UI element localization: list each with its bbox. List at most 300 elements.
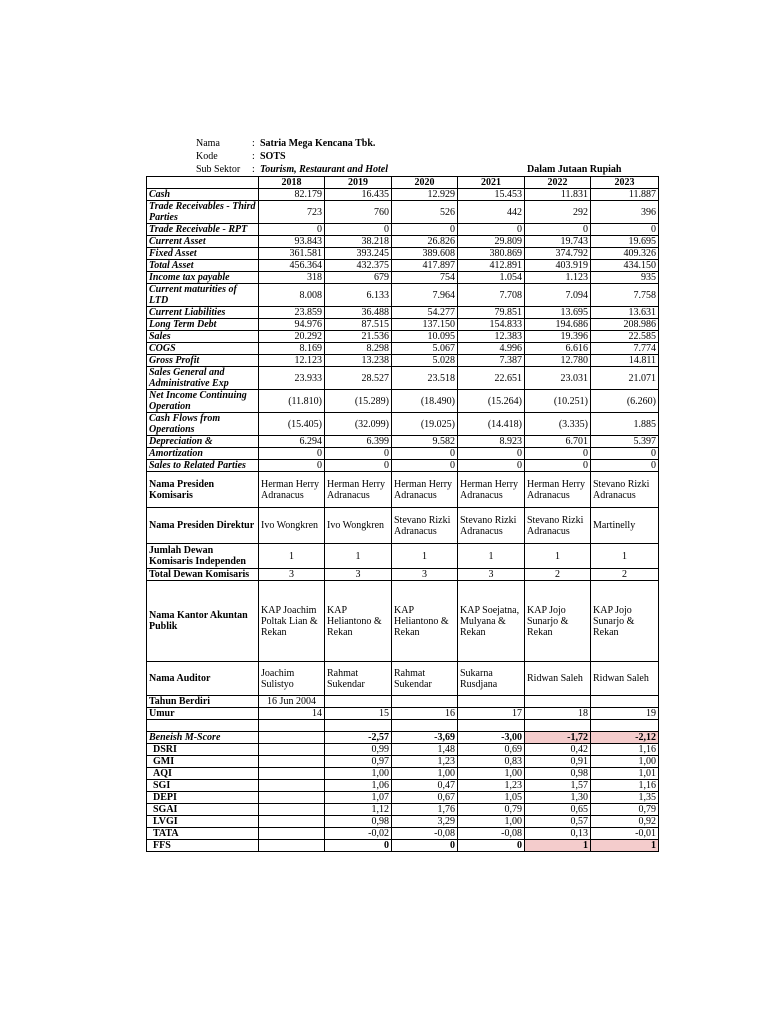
value-cell: KAP Joachim Poltak Lian & Rekan	[259, 581, 325, 662]
value-cell: 15	[325, 708, 392, 720]
value-cell: 1	[525, 544, 591, 569]
value-cell: 7.387	[458, 355, 525, 367]
value-cell: Stevano Rizki Adranacus	[591, 472, 659, 508]
row-label: Depreciation &	[147, 436, 259, 448]
table-row	[147, 569, 659, 581]
component-label: AQI	[147, 768, 259, 780]
value-cell: 1,00	[325, 768, 392, 780]
value-cell: 3	[392, 569, 458, 581]
table-row	[147, 319, 659, 331]
row-label: Sales	[147, 331, 259, 343]
component-label: DEPI	[147, 792, 259, 804]
row-label: Nama Presiden Komisaris	[147, 472, 259, 508]
value-cell: 0	[525, 448, 591, 460]
value-cell: 374.792	[525, 248, 591, 260]
value-cell: 93.843	[259, 236, 325, 248]
row-label: Nama Presiden Direktur	[147, 508, 259, 544]
value-cell: 412.891	[458, 260, 525, 272]
value-cell: 19.743	[525, 236, 591, 248]
table-row	[147, 472, 659, 508]
year-header: 2019	[325, 177, 392, 189]
year-header: 2021	[458, 177, 525, 189]
value-cell: Ivo Wongkren	[259, 508, 325, 544]
value-cell: 154.833	[458, 319, 525, 331]
value-cell: 6.399	[325, 436, 392, 448]
value-cell: 1.054	[458, 272, 525, 284]
value-cell: 79.851	[458, 307, 525, 319]
value-cell: 0	[325, 448, 392, 460]
value-cell	[259, 756, 325, 768]
ffs-value	[259, 840, 325, 852]
value-cell: (15.264)	[458, 390, 525, 413]
value-cell: 0,57	[525, 816, 591, 828]
label-kode: Kode	[196, 151, 218, 162]
value-cell: 432.375	[325, 260, 392, 272]
value-cell: Herman Herry Adranacus	[392, 472, 458, 508]
value-cell: (6.260)	[591, 390, 659, 413]
value-cell: 442	[458, 201, 525, 224]
value-cell: 137.150	[392, 319, 458, 331]
row-label: Sales General and Administrative Exp	[147, 367, 259, 390]
value-cell: 82.179	[259, 189, 325, 201]
value-cell: 0	[392, 448, 458, 460]
empty-cell	[525, 720, 591, 732]
row-label: Tahun Berdiri	[147, 696, 259, 708]
value-cell: 0	[392, 460, 458, 472]
value-cell: KAP Jojo Sunarjo & Rekan	[525, 581, 591, 662]
year-header: 2020	[392, 177, 458, 189]
value-cell: 14	[259, 708, 325, 720]
value-cell: Ridwan Saleh	[591, 662, 659, 696]
row-label: Total Asset	[147, 260, 259, 272]
value-cell: 0,91	[525, 756, 591, 768]
table-row	[147, 367, 659, 390]
value-cell: 3,29	[392, 816, 458, 828]
value-cell: 20.292	[259, 331, 325, 343]
value-cell: 0,97	[325, 756, 392, 768]
row-label: Current maturities of LTD	[147, 284, 259, 307]
value-cell: 935	[591, 272, 659, 284]
value-cell: 16.435	[325, 189, 392, 201]
value-cell	[259, 768, 325, 780]
company-name: Satria Mega Kencana Tbk.	[260, 138, 376, 149]
value-cell: Ivo Wongkren	[325, 508, 392, 544]
value-cell: 94.976	[259, 319, 325, 331]
founded-date: 16 Jun 2004	[259, 696, 325, 708]
table-row	[147, 436, 659, 448]
mscore-component-row	[147, 756, 659, 768]
value-cell: 54.277	[392, 307, 458, 319]
ffs-value: 0	[325, 840, 392, 852]
value-cell: KAP Jojo Sunarjo & Rekan	[591, 581, 659, 662]
value-cell: 1.885	[591, 413, 659, 436]
year-header: 2023	[591, 177, 659, 189]
value-cell: 26.826	[392, 236, 458, 248]
label-nama: Nama	[196, 138, 220, 149]
value-cell: 1,00	[591, 756, 659, 768]
value-cell: Martinelly	[591, 508, 659, 544]
value-cell: 23.933	[259, 367, 325, 390]
value-cell: 0,79	[591, 804, 659, 816]
value-cell: 21.071	[591, 367, 659, 390]
value-cell: 19.695	[591, 236, 659, 248]
empty-cell	[325, 720, 392, 732]
value-cell: KAP Heliantono & Rekan	[325, 581, 392, 662]
value-cell: 1,30	[525, 792, 591, 804]
value-cell: 1,16	[591, 744, 659, 756]
table-row	[147, 236, 659, 248]
table-row	[147, 460, 659, 472]
value-cell: 13.695	[525, 307, 591, 319]
value-cell: 6.133	[325, 284, 392, 307]
value-cell: 1,05	[458, 792, 525, 804]
value-cell: 5.397	[591, 436, 659, 448]
value-cell: 417.897	[392, 260, 458, 272]
row-label: Long Term Debt	[147, 319, 259, 331]
empty-cell	[259, 720, 325, 732]
ffs-value: 1	[525, 840, 591, 852]
value-cell: 1,00	[458, 816, 525, 828]
row-label: Cash	[147, 189, 259, 201]
row-label: Net Income Continuing Operation	[147, 390, 259, 413]
value-cell: 0	[259, 224, 325, 236]
row-label: Gross Profit	[147, 355, 259, 367]
value-cell: 0	[392, 224, 458, 236]
value-cell: 0	[591, 460, 659, 472]
value-cell: 11.831	[525, 189, 591, 201]
table-row	[147, 390, 659, 413]
company-code: SOTS	[260, 151, 286, 162]
unit-note: Dalam Jutaan Rupiah	[527, 164, 622, 175]
value-cell: 1	[325, 544, 392, 569]
row-label: Jumlah Dewan Komisaris Independen	[147, 544, 259, 569]
value-cell: (15.289)	[325, 390, 392, 413]
value-cell: 23.859	[259, 307, 325, 319]
table-row	[147, 248, 659, 260]
value-cell	[259, 828, 325, 840]
mscore-component-row	[147, 768, 659, 780]
value-cell: 38.218	[325, 236, 392, 248]
label-sub-sektor: Sub Sektor	[196, 164, 241, 175]
empty-cell	[458, 696, 525, 708]
value-cell: 1,23	[458, 780, 525, 792]
value-cell: 1,76	[392, 804, 458, 816]
ffs-value: 0	[392, 840, 458, 852]
year-header-row	[147, 177, 659, 189]
value-cell: 1,07	[325, 792, 392, 804]
value-cell: 14.811	[591, 355, 659, 367]
table-row	[147, 272, 659, 284]
value-cell: 23.031	[525, 367, 591, 390]
value-cell: 12.383	[458, 331, 525, 343]
value-cell: 21.536	[325, 331, 392, 343]
table-row	[147, 343, 659, 355]
mscore-value: -2,12	[591, 732, 659, 744]
value-cell: 10.095	[392, 331, 458, 343]
value-cell	[259, 816, 325, 828]
value-cell: 12.929	[392, 189, 458, 201]
value-cell: 5.028	[392, 355, 458, 367]
value-cell: 0,83	[458, 756, 525, 768]
value-cell: 11.887	[591, 189, 659, 201]
value-cell: 0	[591, 448, 659, 460]
value-cell: 2	[591, 569, 659, 581]
component-label: LVGI	[147, 816, 259, 828]
value-cell: 393.245	[325, 248, 392, 260]
value-cell: 7.964	[392, 284, 458, 307]
value-cell: 0,98	[325, 816, 392, 828]
row-label: Beneish M-Score	[147, 732, 259, 744]
value-cell: 403.919	[525, 260, 591, 272]
value-cell: 2	[525, 569, 591, 581]
value-cell: 17	[458, 708, 525, 720]
value-cell: Herman Herry Adranacus	[259, 472, 325, 508]
row-label: Current Asset	[147, 236, 259, 248]
value-cell: 292	[525, 201, 591, 224]
row-label: Sales to Related Parties	[147, 460, 259, 472]
mscore-value: -2,57	[325, 732, 392, 744]
value-cell: 0,47	[392, 780, 458, 792]
value-cell: Rahmat Sukendar	[392, 662, 458, 696]
value-cell: KAP Heliantono & Rekan	[392, 581, 458, 662]
value-cell: 1.123	[525, 272, 591, 284]
value-cell: 434.150	[591, 260, 659, 272]
value-cell: 723	[259, 201, 325, 224]
tahun-berdiri-row	[147, 696, 659, 708]
value-cell: (18.490)	[392, 390, 458, 413]
value-cell: 3	[325, 569, 392, 581]
value-cell: 1,01	[591, 768, 659, 780]
table-row	[147, 331, 659, 343]
component-label: GMI	[147, 756, 259, 768]
ffs-value: 1	[591, 840, 659, 852]
value-cell: 0,98	[525, 768, 591, 780]
value-cell: Stevano Rizki Adranacus	[392, 508, 458, 544]
value-cell: 16	[392, 708, 458, 720]
spacer-row	[147, 720, 659, 732]
empty-cell	[591, 696, 659, 708]
row-label: Total Dewan Komisaris	[147, 569, 259, 581]
value-cell: 380.869	[458, 248, 525, 260]
value-cell: 0,13	[525, 828, 591, 840]
value-cell: 1,06	[325, 780, 392, 792]
mscore-component-row	[147, 780, 659, 792]
value-cell: 0	[525, 224, 591, 236]
component-label: FFS	[147, 840, 259, 852]
value-cell: 1	[458, 544, 525, 569]
value-cell: 13.631	[591, 307, 659, 319]
sep-sub: :	[252, 164, 255, 175]
table-row	[147, 508, 659, 544]
year-header: 2018	[259, 177, 325, 189]
value-cell: 409.326	[591, 248, 659, 260]
empty-cell	[525, 696, 591, 708]
row-label: Current Liabilities	[147, 307, 259, 319]
value-cell: 208.986	[591, 319, 659, 331]
value-cell: (10.251)	[525, 390, 591, 413]
value-cell: 0	[259, 460, 325, 472]
table-row	[147, 201, 659, 224]
mscore-component-row	[147, 804, 659, 816]
sep-nama: :	[252, 138, 255, 149]
value-cell: 4.996	[458, 343, 525, 355]
value-cell: 679	[325, 272, 392, 284]
value-cell: 7.774	[591, 343, 659, 355]
value-cell: 7.094	[525, 284, 591, 307]
value-cell: 1	[591, 544, 659, 569]
value-cell: 29.809	[458, 236, 525, 248]
empty-cell	[591, 720, 659, 732]
empty-cell	[458, 720, 525, 732]
value-cell: 6.294	[259, 436, 325, 448]
value-cell: Herman Herry Adranacus	[458, 472, 525, 508]
value-cell: 9.582	[392, 436, 458, 448]
value-cell: -0,08	[458, 828, 525, 840]
value-cell: 0	[458, 448, 525, 460]
value-cell: Sukarna Rusdjana	[458, 662, 525, 696]
value-cell: 0,67	[392, 792, 458, 804]
value-cell: Herman Herry Adranacus	[325, 472, 392, 508]
value-cell: 13.238	[325, 355, 392, 367]
row-label: Fixed Asset	[147, 248, 259, 260]
value-cell: (19.025)	[392, 413, 458, 436]
value-cell: 0	[325, 460, 392, 472]
value-cell: (11.810)	[259, 390, 325, 413]
value-cell: 1,57	[525, 780, 591, 792]
value-cell	[259, 744, 325, 756]
value-cell	[259, 792, 325, 804]
mscore-component-row	[147, 816, 659, 828]
value-cell: 8.298	[325, 343, 392, 355]
mscore-row	[147, 732, 659, 744]
year-header: 2022	[525, 177, 591, 189]
value-cell: 15.453	[458, 189, 525, 201]
table-row	[147, 284, 659, 307]
value-cell: 0	[525, 460, 591, 472]
value-cell: 28.527	[325, 367, 392, 390]
row-label: Nama Auditor	[147, 662, 259, 696]
value-cell: Rahmat Sukendar	[325, 662, 392, 696]
value-cell: 0,42	[525, 744, 591, 756]
component-label: TATA	[147, 828, 259, 840]
table-row	[147, 355, 659, 367]
empty-cell	[147, 720, 259, 732]
value-cell: 0	[591, 224, 659, 236]
value-cell: 396	[591, 201, 659, 224]
value-cell: 0	[458, 460, 525, 472]
mscore-component-row	[147, 792, 659, 804]
mscore-value: -3,00	[458, 732, 525, 744]
value-cell: 1,00	[458, 768, 525, 780]
value-cell: 8.008	[259, 284, 325, 307]
row-label: Trade Receivable - RPT	[147, 224, 259, 236]
value-cell: 456.364	[259, 260, 325, 272]
value-cell: 0,65	[525, 804, 591, 816]
value-cell: 7.708	[458, 284, 525, 307]
value-cell: 526	[392, 201, 458, 224]
value-cell: 361.581	[259, 248, 325, 260]
value-cell: 8.169	[259, 343, 325, 355]
value-cell: 23.518	[392, 367, 458, 390]
row-label: COGS	[147, 343, 259, 355]
value-cell: 0,92	[591, 816, 659, 828]
mscore-component-row	[147, 828, 659, 840]
value-cell: 12.780	[525, 355, 591, 367]
value-cell: 19	[591, 708, 659, 720]
value-cell: -0,01	[591, 828, 659, 840]
row-label: Trade Receivables - Third Parties	[147, 201, 259, 224]
table-row	[147, 260, 659, 272]
value-cell: 0,99	[325, 744, 392, 756]
value-cell: Stevano Rizki Adranacus	[458, 508, 525, 544]
value-cell: 760	[325, 201, 392, 224]
value-cell: 5.067	[392, 343, 458, 355]
table-row	[147, 224, 659, 236]
table-row	[147, 307, 659, 319]
empty-cell	[325, 696, 392, 708]
value-cell: -0,08	[392, 828, 458, 840]
sub-sektor-value: Tourism, Restaurant and Hotel	[260, 164, 388, 175]
value-cell: 1,16	[591, 780, 659, 792]
value-cell: 1	[259, 544, 325, 569]
value-cell: 8.923	[458, 436, 525, 448]
value-cell: 19.396	[525, 331, 591, 343]
value-cell: 22.585	[591, 331, 659, 343]
row-label: Nama Kantor Akuntan Publik	[147, 581, 259, 662]
value-cell: 3	[458, 569, 525, 581]
value-cell: (3.335)	[525, 413, 591, 436]
value-cell: (14.418)	[458, 413, 525, 436]
financial-table	[146, 176, 659, 852]
row-label: Umur	[147, 708, 259, 720]
row-label: Income tax payable	[147, 272, 259, 284]
table-row	[147, 662, 659, 696]
mscore-value: -1,72	[525, 732, 591, 744]
value-cell: Ridwan Saleh	[525, 662, 591, 696]
value-cell: 36.488	[325, 307, 392, 319]
table-row	[147, 544, 659, 569]
value-cell: -0,02	[325, 828, 392, 840]
value-cell: 0	[458, 224, 525, 236]
empty-cell	[392, 720, 458, 732]
value-cell: KAP Soejatna, Mulyana & Rekan	[458, 581, 525, 662]
value-cell: 1,00	[392, 768, 458, 780]
ffs-value: 0	[458, 840, 525, 852]
value-cell: 6.701	[525, 436, 591, 448]
value-cell: 754	[392, 272, 458, 284]
value-cell	[259, 780, 325, 792]
value-cell: 1,48	[392, 744, 458, 756]
mscore-value: -3,69	[392, 732, 458, 744]
mscore-component-row	[147, 744, 659, 756]
value-cell: (15.405)	[259, 413, 325, 436]
row-label: Amortization	[147, 448, 259, 460]
value-cell: 318	[259, 272, 325, 284]
value-cell: Joachim Sulistyo	[259, 662, 325, 696]
value-cell: 0,79	[458, 804, 525, 816]
table-row	[147, 448, 659, 460]
value-cell: 1,35	[591, 792, 659, 804]
umur-row	[147, 708, 659, 720]
value-cell: 87.515	[325, 319, 392, 331]
value-cell	[259, 804, 325, 816]
value-cell: (32.099)	[325, 413, 392, 436]
table-row	[147, 413, 659, 436]
value-cell: Herman Herry Adranacus	[525, 472, 591, 508]
value-cell: Stevano Rizki Adranacus	[525, 508, 591, 544]
value-cell: 1	[392, 544, 458, 569]
value-cell: 18	[525, 708, 591, 720]
